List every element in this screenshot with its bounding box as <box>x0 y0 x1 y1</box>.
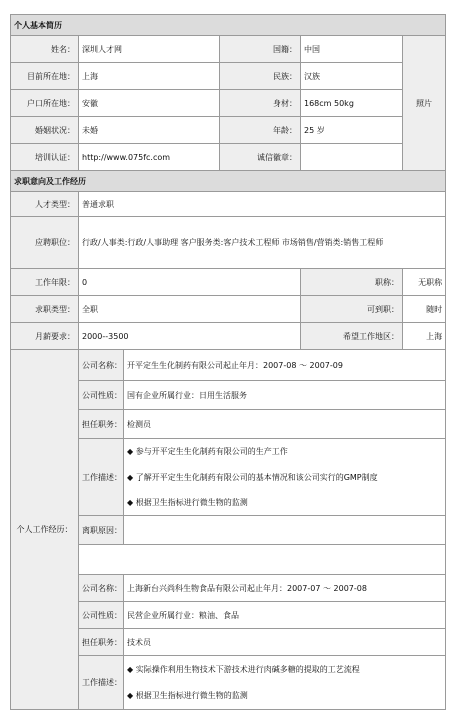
role-label-2: 担任职务： <box>79 629 124 656</box>
age-label: 年龄： <box>220 117 301 144</box>
company-value-1[interactable]: 开平定生生化制药有限公司起止年月：2007-08 ～ 2007-09 <box>124 350 446 381</box>
desc-line: ◆ 了解开平定生生化制药有限公司的基本情况和该公司实行的GMP制度 <box>127 473 378 482</box>
nature-value-1[interactable]: 国有企业所属行业：日用生活服务 <box>124 381 446 410</box>
location-value[interactable]: 上海 <box>79 63 220 90</box>
years-label: 工作年限： <box>11 269 79 296</box>
desc-line: ◆ 根据卫生指标进行微生物的监测 <box>127 498 248 507</box>
nationality-label: 国籍： <box>220 36 301 63</box>
role-value-2[interactable]: 技术员 <box>124 629 446 656</box>
position-value[interactable]: 行政/人事类:行政/人事助理 客户服务类:客户技术工程师 市场销售/营销类:销售工程师 <box>79 217 446 269</box>
title-label: 职称： <box>301 269 403 296</box>
marital-value[interactable]: 未婚 <box>79 117 220 144</box>
nature-label-2: 公司性质： <box>79 602 124 629</box>
cert-label: 培训认证： <box>11 144 79 171</box>
body-label: 身材： <box>220 90 301 117</box>
photo-cell: 照片 <box>403 36 446 171</box>
desc-value-2[interactable] <box>124 656 446 710</box>
hukou-value[interactable]: 安徽 <box>79 90 220 117</box>
years-value[interactable]: 0 <box>79 269 301 296</box>
name-value[interactable]: 深圳人才网 <box>79 36 220 63</box>
credit-value[interactable] <box>301 144 403 171</box>
work-history-label: 个人工作经历： <box>11 350 79 710</box>
name-label: 姓名： <box>11 36 79 63</box>
nationality-value[interactable]: 中国 <box>301 36 403 63</box>
credit-label: 诚信徽章： <box>220 144 301 171</box>
section-title-intent: 求职意向及工作经历 <box>11 171 446 192</box>
desc-line: ◆ 根据卫生指标进行微生物的监测 <box>127 690 248 700</box>
role-value-1[interactable]: 检测员 <box>124 410 446 439</box>
salary-label: 月薪要求： <box>11 323 79 350</box>
desc-label-2: 工作描述： <box>79 656 124 710</box>
start-label: 可到职： <box>301 296 403 323</box>
jobtype-value[interactable]: 全职 <box>79 296 301 323</box>
section-title-basic: 个人基本简历 <box>11 15 446 36</box>
nature-label-1: 公司性质： <box>79 381 124 410</box>
marital-label: 婚姻状况： <box>11 117 79 144</box>
resume-table <box>10 14 446 710</box>
company-label-2: 公司名称： <box>79 575 124 602</box>
ethnicity-label: 民族： <box>220 63 301 90</box>
leave-value-1[interactable] <box>124 516 446 545</box>
title-value[interactable]: 无职称 <box>403 269 446 296</box>
area-value[interactable]: 上海 <box>403 323 446 350</box>
position-label: 应聘职位： <box>11 217 79 269</box>
company-label-1: 公司名称： <box>79 350 124 381</box>
body-value[interactable]: 168cm 50kg <box>301 90 403 117</box>
company-value-2[interactable]: 上海新台兴尚科生物食品有限公司起止年月：2007-07 ～ 2007-08 <box>124 575 446 602</box>
hukou-label: 户口所在地： <box>11 90 79 117</box>
role-label-1: 担任职务： <box>79 410 124 439</box>
job-separator <box>79 545 446 575</box>
desc-label-1: 工作描述： <box>79 439 124 516</box>
salary-value[interactable]: 2000--3500 <box>79 323 301 350</box>
section-header-intent <box>11 171 446 192</box>
resume-page <box>10 14 445 725</box>
talent-type-label: 人才类型： <box>11 192 79 217</box>
cert-value[interactable]: http://www.075fc.com <box>79 144 220 171</box>
location-label: 目前所在地： <box>11 63 79 90</box>
ethnicity-value[interactable]: 汉族 <box>301 63 403 90</box>
talent-type-value[interactable]: 普通求职 <box>79 192 446 217</box>
jobtype-label: 求职类型： <box>11 296 79 323</box>
desc-value-1[interactable] <box>124 439 446 516</box>
start-value[interactable]: 随时 <box>403 296 446 323</box>
area-label: 希望工作地区： <box>301 323 403 350</box>
nature-value-2[interactable]: 民营企业所属行业：粮油、食品 <box>124 602 446 629</box>
desc-line: ◆ 参与开平定生生化制药有限公司的生产工作 <box>127 447 288 456</box>
section-header-basic <box>11 15 446 36</box>
age-value[interactable]: 25 岁 <box>301 117 403 144</box>
desc-line: ◆ 实际操作利用生物技术下游技术进行肉碱多糖的提取的工艺流程 <box>127 664 360 674</box>
leave-label-1: 离职原因： <box>79 516 124 545</box>
